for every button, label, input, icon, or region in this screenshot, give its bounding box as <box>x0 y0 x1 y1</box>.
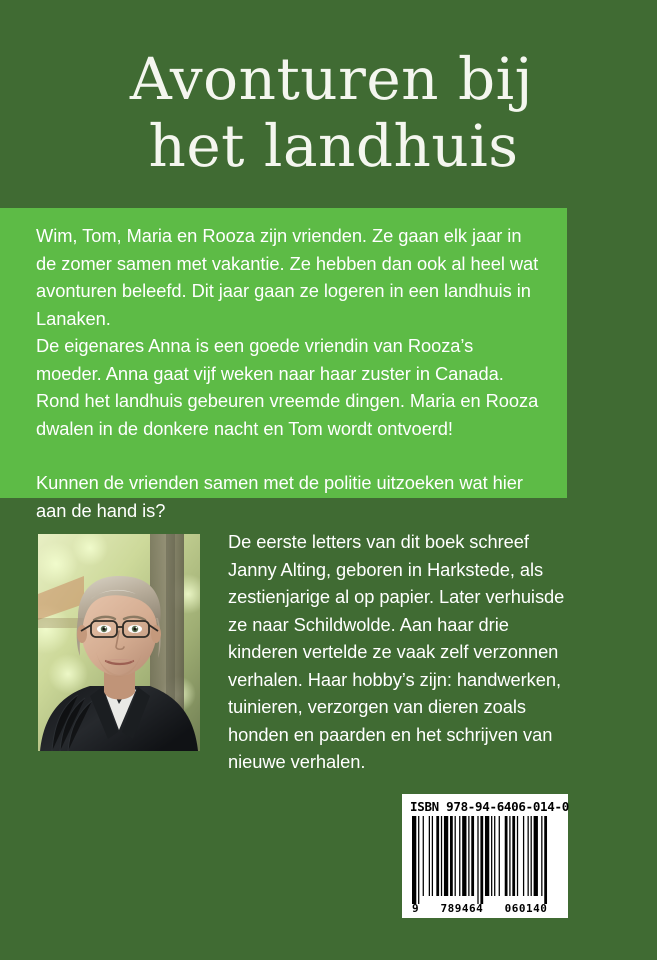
blurb-panel <box>0 208 567 521</box>
blurb-paragraph-1: Wim, Tom, Maria en Rooza zijn vrienden. Ze gaan elk jaar in de zomer samen met vakantie. Ze hebben dan ook al heel wat avonturen beleefd. Dit jaar gaan ze logeren in een landhuis in Lanaken. <box>36 225 539 329</box>
author-bio-text: De eerste letters van dit boek schreef Janny Alting, geboren in Harkstede, als zestienjarige al op papier. Later verhuisde ze naar Schildwolde. Aan haar drie kinderen vertelde ze vaak zelf verzonnen verhalen. Haar hobby’s zijn: handwerken, tuinieren, verzorgen van dieren zoals honden en paarden en het schrijven van nieuwe verhalen. <box>228 531 565 772</box>
blurb-paragraph-3: Kunnen de vrienden samen met de politie uitzoeken wat hier aan de hand is? <box>36 472 523 521</box>
barcode-bars <box>410 816 560 904</box>
barcode-digit-group-2: 060140 <box>504 902 548 915</box>
barcode-digit-group-1: 789464 <box>440 902 484 915</box>
isbn-barcode <box>402 794 568 918</box>
barcode-digits <box>410 903 560 915</box>
book-title <box>0 45 657 181</box>
blurb-paragraph-2: De eigenares Anna is een goede vriendin van Rooza’s moeder. Anna gaat vijf weken naar haar zuster in Canada. Rond het landhuis gebeuren vreemde dingen. Maria en Rooza dwalen in de donkere nacht en Tom wordt ontvoerd! <box>36 335 539 439</box>
title-line-1: Avonturen bij <box>129 45 534 113</box>
isbn-label: ISBN 978-94-6406-014-0 <box>410 799 569 814</box>
title-line-2: het landhuis <box>148 112 519 181</box>
barcode-digit-left: 9 <box>412 902 420 915</box>
author-portrait-photo <box>38 534 200 751</box>
